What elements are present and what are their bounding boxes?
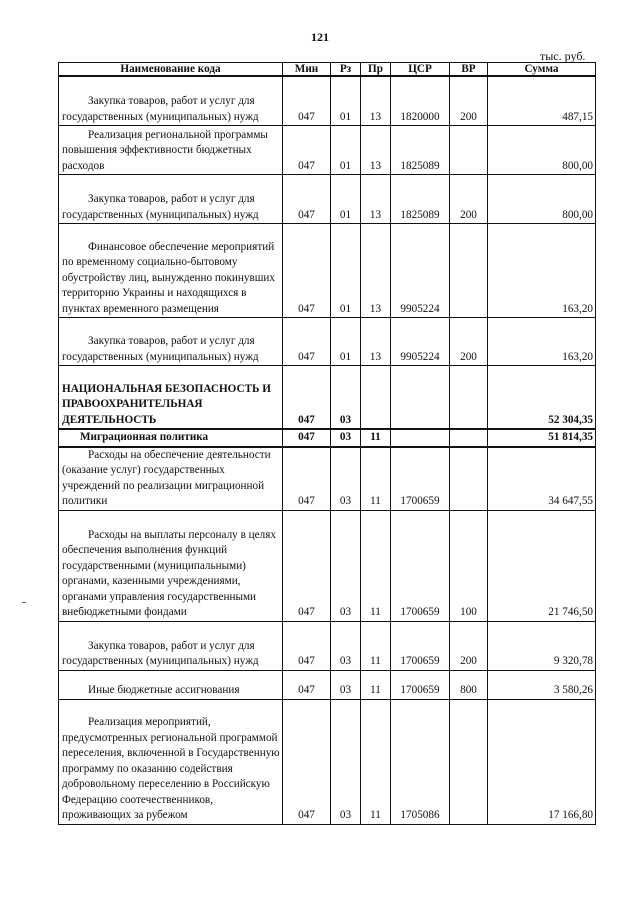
cell-csr: 1820000 [391,76,450,126]
cell-vr [450,447,488,511]
cell-min: 047 [283,447,331,511]
cell-name: Финансовое обеспечение мероприятий по временному социально-бытовому обустройству лиц, вынужденно покинувших территорию Украины и находящихся в пунктах временного размещения [59,224,283,318]
cell-csr [391,429,450,447]
cell-vr [450,699,488,824]
cell-csr: 1825089 [391,126,450,175]
cell-rz: 03 [331,621,361,670]
cell-min: 047 [283,318,331,366]
table-row [59,175,596,224]
cell-min: 047 [283,429,331,447]
cell-vr: 200 [450,76,488,126]
cell-min: 047 [283,699,331,824]
cell-vr: 200 [450,318,488,366]
cell-sum: 9 320,78 [488,621,596,670]
cell-pr: 13 [361,318,391,366]
cell-csr: 9905224 [391,224,450,318]
header-name: Наименование кода [59,63,283,77]
cell-pr [361,366,391,430]
cell-name: Закупка товаров, работ и услуг для государственных (муниципальных) нужд [59,318,283,366]
cell-csr: 1700659 [391,670,450,699]
table-row [59,621,596,670]
cell-name: Закупка товаров, работ и услуг для государственных (муниципальных) нужд [59,76,283,126]
cell-pr: 11 [361,447,391,511]
cell-pr: 13 [361,175,391,224]
table-row [59,670,596,699]
cell-min: 047 [283,126,331,175]
cell-csr [391,366,450,430]
cell-name: Закупка товаров, работ и услуг для государственных (муниципальных) нужд [59,175,283,224]
cell-csr: 1700659 [391,510,450,621]
table-row [59,76,596,126]
cell-name: Реализация мероприятий, предусмотренных региональной программой переселения, включенной в Государственную программу по оказанию содействия добровольному переселению в Российскую Федерацию соотечественников, проживающих за рубежом [59,699,283,824]
cell-csr: 1825089 [391,175,450,224]
cell-pr: 13 [361,126,391,175]
cell-min: 047 [283,670,331,699]
table-row [59,126,596,175]
cell-name: Расходы на обеспечение деятельности (оказание услуг) государственных учреждений по реализации миграционной политики [59,447,283,511]
cell-csr: 9905224 [391,318,450,366]
cell-rz: 03 [331,670,361,699]
cell-pr: 11 [361,510,391,621]
cell-rz: 03 [331,447,361,511]
cell-sum: 800,00 [488,126,596,175]
cell-rz: 01 [331,224,361,318]
cell-rz: 01 [331,318,361,366]
cell-min: 047 [283,224,331,318]
cell-name: Реализация региональной программы повышения эффективности бюджетных расходов [59,126,283,175]
subsection-row [59,429,596,447]
table-row [59,510,596,621]
cell-rz: 03 [331,429,361,447]
cell-min: 047 [283,510,331,621]
cell-min: 047 [283,366,331,430]
cell-name: Расходы на выплаты персоналу в целях обеспечения выполнения функций государственными (муниципальными) органами, казенными учреждениями, органами управления государственными внебюджетными фондами [59,510,283,621]
cell-pr: 13 [361,76,391,126]
cell-csr: 1705086 [391,699,450,824]
header-sum: Сумма [488,63,596,77]
cell-pr: 11 [361,621,391,670]
cell-pr: 13 [361,224,391,318]
cell-vr [450,429,488,447]
header-csr: ЦСР [391,63,450,77]
cell-name: Миграционная политика [59,429,283,447]
header-vr: ВР [450,63,488,77]
cell-sum: 51 814,35 [488,429,596,447]
cell-name: Иные бюджетные ассигнования [59,670,283,699]
page-number: 121 [311,30,329,44]
cell-csr: 1700659 [391,621,450,670]
table-row [59,318,596,366]
cell-sum: 163,20 [488,224,596,318]
cell-name: НАЦИОНАЛЬНАЯ БЕЗОПАСНОСТЬ И ПРАВООХРАНИТЕЛЬНАЯ ДЕЯТЕЛЬНОСТЬ [59,366,283,430]
cell-pr: 11 [361,670,391,699]
cell-vr: 800 [450,670,488,699]
cell-min: 047 [283,76,331,126]
header-rz: Рз [331,63,361,77]
cell-sum: 163,20 [488,318,596,366]
cell-sum: 17 166,80 [488,699,596,824]
cell-min: 047 [283,621,331,670]
cell-vr [450,224,488,318]
table-row [59,699,596,824]
cell-rz: 01 [331,76,361,126]
cell-csr: 1700659 [391,447,450,511]
cell-vr [450,366,488,430]
margin-mark [22,602,26,603]
header-min: Мин [283,63,331,77]
cell-sum: 52 304,35 [488,366,596,430]
cell-sum: 34 647,55 [488,447,596,511]
cell-vr: 200 [450,175,488,224]
budget-table [58,62,596,825]
cell-sum: 800,00 [488,175,596,224]
cell-vr: 200 [450,621,488,670]
table-row [59,447,596,511]
cell-name: Закупка товаров, работ и услуг для государственных (муниципальных) нужд [59,621,283,670]
section-row [59,366,596,430]
cell-rz: 01 [331,126,361,175]
cell-rz: 03 [331,366,361,430]
cell-sum: 3 580,26 [488,670,596,699]
cell-pr: 11 [361,699,391,824]
cell-vr [450,126,488,175]
cell-rz: 01 [331,175,361,224]
cell-sum: 21 746,50 [488,510,596,621]
table-header-row [59,63,596,77]
cell-pr: 11 [361,429,391,447]
cell-sum: 487,15 [488,76,596,126]
table-row [59,224,596,318]
cell-vr: 100 [450,510,488,621]
cell-rz: 03 [331,510,361,621]
cell-min: 047 [283,175,331,224]
units-label: тыс. руб. [540,49,586,63]
cell-rz: 03 [331,699,361,824]
header-pr: Пр [361,63,391,77]
